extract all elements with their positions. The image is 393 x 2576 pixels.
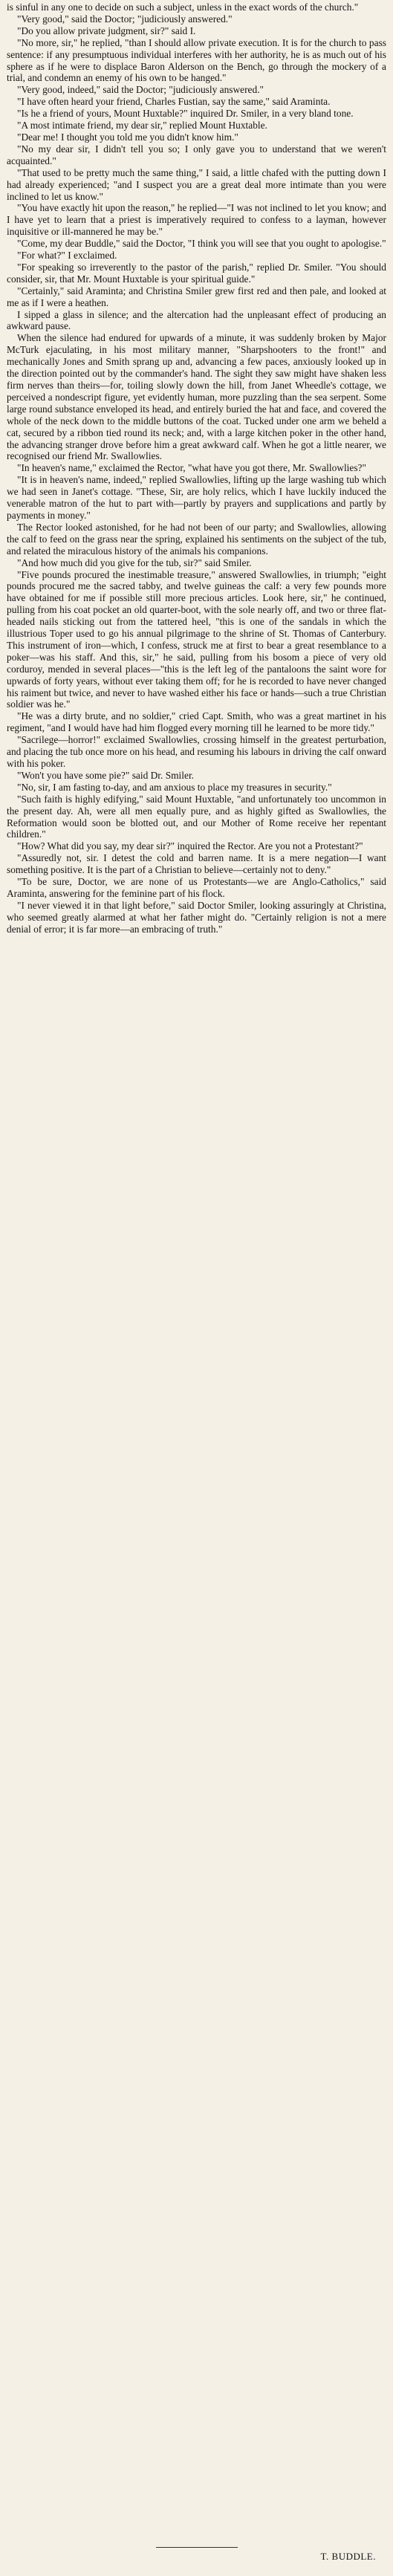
paragraph: "In heaven's name," exclaimed the Rector, "what have you got there, Mr. Swallowlies?" [17, 462, 366, 474]
paragraph: "It is in heaven's name, indeed," replied Swallowlies, lifting up the large washing tub which we had seen in Janet's cottage. "These, Sir, are holy relics, which I have luckily induced the venerable matron of the hut to part with—partly by prayers and supplications and partly by payments in money." [7, 474, 386, 521]
paragraph: "For speaking so irreverently to the pastor of the parish," replied Dr. Smiler. "You should consider, sir, that Mr. Mount Huxtable is your spiritual guide." [7, 261, 386, 285]
paragraph: "Assuredly not, sir. I detest the cold and barren name. It is a mere negation—I want something positive. It is the part of a Christian to believe—certainly not to deny." [7, 852, 386, 876]
paragraph: "To be sure, Doctor, we are none of us Protestants—we are Anglo-Catholics," said Araminta, answering for the feminine part of his flock. [7, 876, 386, 899]
paragraph: "Five pounds procured the inestimable treasure," answered Swallowlies, in triumph; "eight pounds procured me the sacred tabby, and twelve guineas the calf: a very few pounds more have obtained for me if possible still more precious articles. Look here, sir," he continued, pulling from his coat pocket an old quarter-boot, with the sole nearly off, and two or three flat-headed nails sticking out from the tattered heel, "this is one of the sandals in which the illustrious Toper used to go his annual pilgrimage to the shrine of St. Thomas of Canterbury. This instrument of iron—which, I confess, struck me at first to bear a great resemblance to a poker—was his staff. And this, sir," he said, pulling from his bosom a piece of very old corduroy, mended in several places—"this is the left leg of the pantaloons the saint wore for upwards of forty years, without ever taking them off; for he is recorded to have never changed his raiment but twice, and never to have washed either his face or hands—such a true Christian soldier was he." [7, 568, 386, 710]
paragraph: "A most intimate friend, my dear sir," replied Mount Huxtable. [17, 120, 267, 132]
paragraph: "No, sir, I am fasting to-day, and am anxious to place my treasures in security." [17, 781, 332, 793]
paragraph: "Certainly," said Araminta; and Christina Smiler grew first red and then pale, and looked at me as if I were a heathen. [7, 285, 386, 308]
paragraph: is sinful in any one to decide on such a subject, unless in the exact words of the church." [7, 1, 359, 13]
article-body [7, 1, 386, 2543]
paragraph: "I never viewed it in that light before," said Doctor Smiler, looking assuringly at Christina, who seemed greatly alarmed at what her father might do. "Certainly religion is not a mere denial of error; it is far more—an embracing of truth." [7, 899, 386, 935]
paragraph: "That used to be pretty much the same thing," I said, a little chafed with the putting down I had already experienced; "and I suspect you are a great deal more intimate than you were inclined to let us know." [7, 166, 386, 202]
paragraph: "For what?" I exclaimed. [17, 250, 117, 262]
paragraph: "Very good," said the Doctor; "judiciously answered." [17, 13, 233, 25]
paragraph: "And how much did you give for the tub, sir?" said Smiler. [17, 557, 252, 568]
paragraph: "Such faith is highly edifying," said Mount Huxtable, "and unfortunately too uncommon in the present day. Ah, were all men equally pure, and as highly gifted as Swallowlies, the Reformation would soon be blotted out, and our Mother of Rome receive her repentant children." [7, 793, 386, 840]
author-signature: T. BUDDLE. [320, 2551, 376, 2562]
paragraph: "No more, sir," he replied, "than I should allow private execution. It is for the church to pass sentence: if any presumptuous individual interferes with her authority, he is as much out of his sphere as if he were to displace Baron Alderson on the Bench, go through the mockery of a trial, and condemn an enemy of his own to be hanged." [7, 36, 386, 84]
paragraph: "Sacrilege—horror!" exclaimed Swallowlies, crossing himself in the greatest perturbation, and placing the tub once more on his head, and resuming his labours in driving the calf onward with his poker. [7, 734, 386, 769]
paragraph: "I have often heard your friend, Charles Fustian, say the same," said Araminta. [17, 96, 331, 108]
paragraph: "He was a dirty brute, and no soldier," cried Capt. Smith, who was a great martinet in his regiment, "and I would have had him flogged every morning till he learned to be more tidy." [7, 710, 386, 734]
paragraph: "Very good, indeed," said the Doctor; "judiciously answered." [17, 84, 264, 96]
paragraph: "Won't you have some pie?" said Dr. Smiler. [17, 769, 195, 781]
divider-rule [156, 2547, 238, 2548]
paragraph: "Is he a friend of yours, Mount Huxtable?" inquired Dr. Smiler, in a very bland tone. [17, 108, 354, 120]
paragraph: "You have exactly hit upon the reason," he replied—"I was not inclined to let you know; and I have yet to learn that a priest is imperatively required to confess to a layman, however inquisitive or ill-mannered he may be." [7, 202, 386, 238]
paragraph: "Come, my dear Buddle," said the Doctor, "I think you will see that you ought to apologise." [17, 238, 386, 250]
paragraph: "How? What did you say, my dear sir?" inquired the Rector. Are you not a Protestant?" [17, 840, 363, 852]
paragraph: When the silence had endured for upwards of a minute, it was suddenly broken by Major McTurk ejaculating, in his most military manner, "Sharpshooters to the front!" and mechanically Jones and Smith sprang up and, advancing a few paces, anxiously looked up in the direction pointed out by the commander's hand. The sight they saw might have shaken less firm nerves than theirs—for, toiling slowly down the hill, from Janet Wheedle's cottage, we perceived a nondescript figure, yet evidently human, more puzzling than the sea serpent. Some large round substance enveloped its head, and entirely buried the hat and face, and covered the whole of the neck down to the middle buttons of the coat. Tucked under one arm we beheld a cat, secured by a ribbon tied round its neck; and, with a large kitchen poker in the other hand, the advancing stranger drove before him a great awkward calf. When he got a little nearer, we recognised our friend Mr. Swallowlies. [7, 332, 386, 462]
paragraph: I sipped a glass in silence; and the altercation had the unpleasant effect of producing an awkward pause. [7, 308, 386, 332]
paragraph: "No my dear sir, I didn't tell you so; I only gave you to understand that we weren't acquainted." [7, 143, 386, 166]
paragraph: "Do you allow private judgment, sir?" said I. [17, 25, 196, 36]
paragraph: "Dear me! I thought you told me you didn't know him." [17, 131, 238, 143]
paragraph: The Rector looked astonished, for he had not been of our party; and Swallowlies, allowing the calf to feed on the grass near the spring, explained his sentiments on the subject of the tub, and related the miraculous history of the animals his companions. [7, 521, 386, 557]
